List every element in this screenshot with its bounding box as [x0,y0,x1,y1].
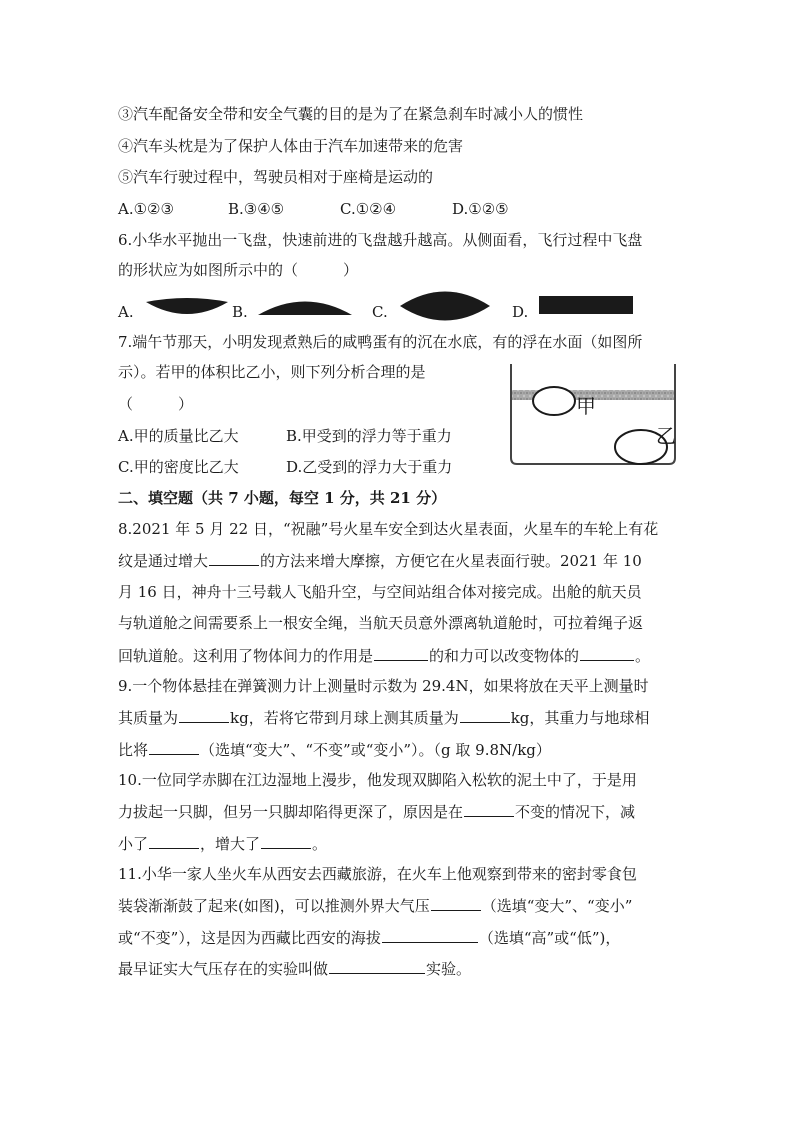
answer-blank[interactable] [580,645,634,661]
q11-text: 或“不变”），这是因为西藏比西安的海拔 [118,929,381,947]
q11-text: 实验。 [426,960,472,978]
q11-text: （选填“高”或“低”)， [478,929,621,947]
q5-option-a: A.①②③ [118,200,174,218]
q7-options-cd [118,457,452,477]
q8-line4: 与轨道舱之间需要系上一根安全绳，当航天员意外漂离轨道舱时，可拉着绳子返 [118,614,644,632]
disc-shape-a [144,296,230,318]
q5-item3: ③汽车配备安全带和安全气囊的目的是为了在紧急刹车时减小人的惯性 [118,105,584,123]
q10-text: ，增大了 [200,835,261,853]
q11-line2 [118,895,632,916]
q9-line1: 9.一个物体悬挂在弹簧测力计上测量时示数为 29.4N，如果将放在天平上测量时 [118,677,649,695]
q5-option-c: C.①②④ [340,200,397,218]
q10-line3 [118,833,327,854]
q10-line1: 10.一位同学赤脚在江边湿地上漫步，他发现双脚陷入松软的泥土中了，于是用 [118,771,637,789]
answer-blank[interactable] [149,739,199,755]
q6-label-b: B. [232,303,248,321]
q8-text: 。 [635,647,651,665]
q9-text: 比将 [118,741,149,759]
q9-text: kg，其重力与地球相 [510,709,650,727]
q9-line2 [118,707,649,728]
q11-text: （选填“变大”、“变小” [481,897,633,915]
q7-option-b: B.甲受到的浮力等于重力 [286,427,452,445]
q11-line4 [118,958,471,979]
q7-line3: （ ） [118,395,194,413]
q11-text: 最早证实大气压存在的实验叫做 [118,960,329,978]
q7-option-c: C.甲的密度比乙大 [118,458,239,476]
q8-text: 回轨道舱。这利用了物体间力的作用是 [118,647,374,665]
q8-line1: 8.2021 年 5 月 22 日，“祝融”号火星车安全到达火星表面，火星车的车轮上有花 [118,520,659,538]
q8-line3: 月 16 日，神舟十三号载人飞船升空，与空间站组合体对接完成。出舱的航天员 [118,583,642,601]
answer-blank[interactable] [460,707,510,723]
q9-text: （选填“变大”、“不变”或“变小”）。（g 取 9.8N/kg） [200,741,551,759]
disc-shape-d [538,295,634,317]
q10-text: 不变的情况下，减 [515,803,636,821]
q5-option-d: D.①②⑤ [452,200,509,218]
q11-line1: 11.小华一家人坐火车从西安去西藏旅游，在火车上他观察到带来的密封零食包 [118,865,637,883]
q6-line2: 的形状应为如图所示中的（ ） [118,261,359,279]
label-jia: 甲 [576,394,596,418]
q8-line5 [118,645,650,666]
q9-text: 其质量为 [118,709,179,727]
answer-blank[interactable] [261,833,311,849]
label-yi: 乙 [656,424,676,448]
q11-text: 装袋渐渐鼓了起来(如图)，可以推测外界大气压 [118,897,430,915]
q7-line2: 示）。若甲的体积比乙小，则下列分析合理的是 [118,363,426,381]
egg-jia [533,387,575,415]
answer-blank[interactable] [179,707,229,723]
q8-text: 纹是通过增大 [118,552,209,570]
q5-option-b: B.③④⑤ [228,200,285,218]
q5-options [118,199,509,219]
answer-blank[interactable] [464,801,514,817]
q7-option-a: A.甲的质量比乙大 [118,427,239,445]
section-heading: 二、填空题（共 7 小题，每空 1 分，共 21 分） [118,489,447,507]
q9-line3 [118,739,551,760]
q6-label-c: C. [372,303,388,321]
q8-line2 [118,550,642,571]
answer-blank[interactable] [431,895,481,911]
q5-item5: ⑤汽车行驶过程中，驾驶员相对于座椅是运动的 [118,168,434,186]
q8-text: 的和力可以改变物体的 [429,647,580,665]
answer-blank[interactable] [209,550,259,566]
q7-line1: 7.端午节那天，小明发现煮熟后的咸鸭蛋有的沉在水底，有的浮在水面（如图所 [118,333,643,351]
answer-blank[interactable] [149,833,199,849]
q7-option-d: D.乙受到的浮力大于重力 [286,458,453,476]
answer-blank[interactable] [329,958,425,974]
q9-text: kg，若将它带到月球上测其质量为 [230,709,459,727]
q11-line3 [118,927,620,948]
q10-text: 小了 [118,835,149,853]
answer-blank[interactable] [382,927,478,943]
q6-label-d: D. [512,303,529,321]
q10-line2 [118,801,635,822]
q5-item4: ④汽车头枕是为了保护人体由于汽车加速带来的危害 [118,137,464,155]
q8-text: 的方法来增大摩擦，方便它在火星表面行驶。2021 年 10 [260,552,642,570]
q10-text: 。 [312,835,328,853]
disc-shape-b [256,296,354,318]
q6-label-a: A. [118,303,134,321]
answer-blank[interactable] [374,645,428,661]
q10-text: 力拔起一只脚，但另一只脚却陷得更深了，原因是在 [118,803,464,821]
q6-line1: 6.小华水平抛出一飞盘，快速前进的飞盘越升越高。从侧面看，飞行过程中飞盘 [118,231,643,249]
q7-options-ab [118,426,452,446]
disc-shape-c [398,287,492,325]
